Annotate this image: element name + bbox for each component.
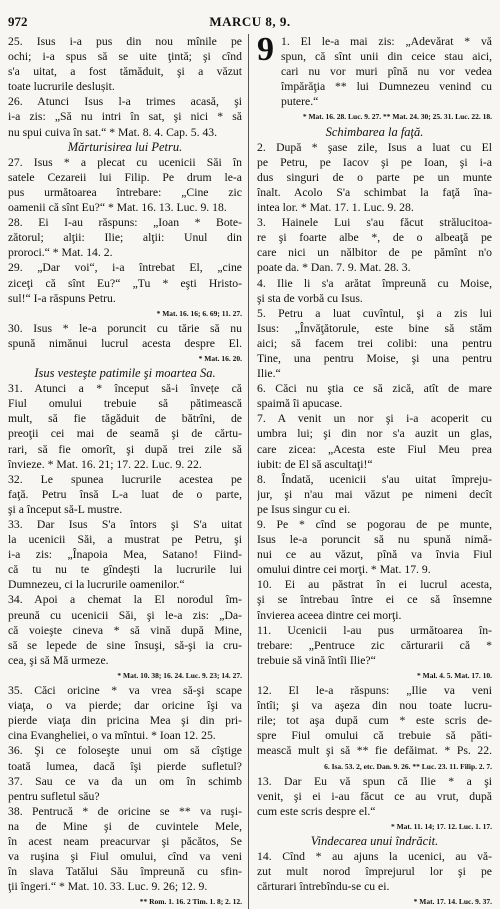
text-line: cina Evangheliei, o va mîntui. * Ioan 12. 25. — [8, 729, 216, 743]
text-line: 8. Îndată, ucenicii s'au uitat împreju- — [257, 472, 492, 486]
text-line: spun, că sînt unii din ceice stau aici, — [281, 50, 492, 64]
text-line: dus singuri de o parte pe un munte — [257, 170, 492, 184]
text-line: 33. Dar Isus S'a întors şi S'a uitat — [8, 518, 242, 531]
text-line: 28. Ei I-au răspuns: „Ioan * Bote- — [8, 216, 242, 230]
text-line: cărturari întrebîndu-se cu ei. — [257, 880, 390, 894]
text-line: Isus: „Învăţătorule, este bine să stăm — [257, 321, 492, 335]
text-line: 25. Isus i-a pus din nou mînile pe — [8, 35, 242, 48]
text-line: Dumnezeu, ci la lucrurile oamenilor.“ — [8, 578, 185, 592]
text-line: 2. După * şase zile, Isus a luat cu El — [257, 140, 492, 154]
text-line: Fiul omului trebuie să pătimească — [8, 397, 242, 411]
text-line: înalt. Acolo S'a schimbat la faţă îna- — [257, 185, 492, 199]
text-line: sul!“ I-a răspuns Petru. — [8, 291, 116, 305]
left-column — [8, 34, 249, 909]
text-line: şi se întrebau între ei ce să însemne — [257, 593, 492, 607]
section-heading: Vindecarea unui îndrăcit. — [310, 833, 439, 848]
text-line: satele Cezareii lui Filip. Pe drum le-a — [8, 170, 242, 184]
text-line: 34. Apoi a chemat la El norodul îm- — [8, 593, 242, 607]
text-line: omului dintre cei morţi. * Mat. 17. 9. — [257, 563, 431, 577]
text-line: toată lumea, dacă îşi pierde sufletul? — [8, 759, 242, 773]
text-line: 31. Atunci a * început să-i învețe că — [8, 382, 242, 396]
text-line: la ucenicii Săi, a mustrat pe Petru, şi — [8, 533, 242, 547]
text-line: pe Petru, pe Iacov şi pe Ioan, şi i-a — [257, 155, 492, 169]
text-line: va ruşina şi Fiul omului, cînd va veni — [8, 850, 242, 864]
text-line: 12. El le-a răspuns: „Ilie va veni — [257, 684, 492, 698]
section-heading: Mărturisirea lui Petru. — [67, 139, 183, 154]
text-line: 1. El le-a mai zis: „Adevărat * vă — [281, 35, 492, 48]
text-line: 3. Hainele Lui s'au făcut strălucitoa- — [257, 216, 492, 230]
text-line: 6. Căci nu ştia ce să zică, atît de mare — [257, 382, 492, 396]
text-line: zătorul; alţii: Ilie; alţii: Unul din — [8, 231, 242, 245]
text-line: cum este scris despre el.“ — [257, 804, 376, 818]
text-line: 29. „Dar voi“, i-a întrebat El, „cine — [8, 261, 242, 275]
text-line: nu spui cuiva în sat.“ * Mat. 8. 4. Cap. 5. 43. — [8, 125, 218, 139]
text-line: care zicea: „Acesta este Fiul Meu prea — [257, 442, 492, 456]
text-line: 35. Căci oricine * va vrea să-şi scape — [8, 684, 242, 698]
text-line: pus următoarea întrebare: „Cine zic — [8, 185, 242, 199]
text-line: rile; tot aşa după cum * este scris de- — [257, 714, 492, 728]
cross-reference: * Mat. 16. 16; 6. 69; 11. 27. — [156, 308, 242, 318]
two-column-text — [8, 34, 492, 909]
text-line: s'a uitat, a fost tămăduit, şi a văzut — [8, 65, 242, 79]
chapter-number: 9 — [257, 34, 274, 68]
text-line: pentru sufletul său? — [8, 789, 100, 803]
cross-reference: 6. Isa. 53. 2, etc. Dan. 9. 26. ** Luc. 23. 11. Filip. 2. 7. — [324, 761, 492, 771]
text-line: ţii îngeri.“ * Mat. 10. 33. Luc. 9. 26; 12. 9. — [8, 880, 208, 894]
cross-reference: * Mat. 17. 14. Luc. 9. 37. — [413, 897, 492, 907]
text-line: că tu nu te gîndeşti la lucrurile lui — [8, 563, 242, 577]
text-line: întîi; şi va aşeza din nou toate lucru- — [257, 699, 492, 713]
text-line: 36. Şi ce foloseşte unui om să cîştige — [8, 744, 242, 758]
text-line: toate lucrurile deslușit. — [8, 80, 115, 94]
section-heading: Schimbarea la faţă. — [325, 124, 424, 139]
text-line: cea, şi să Mă urmeze. — [8, 653, 109, 667]
text-line: 9. Pe * cînd se pogorau de pe munte, — [257, 518, 492, 531]
right-column-body — [257, 109, 492, 909]
text-line: venit, şi ei i-au făcut ce au vrut, după — [257, 789, 492, 803]
text-line: 11. Ucenicii l-au pus următoarea în- — [257, 623, 492, 637]
text-line: 10. Ei au păstrat în ei lucrul acesta, — [257, 578, 492, 592]
text-line: şi sta de vorbă cu Isus. — [257, 291, 363, 305]
text-line: poate da. * Dan. 7. 9. Mat. 28. 3. — [257, 261, 411, 275]
page-header — [8, 14, 492, 30]
section-heading: Isus vesteşte patimile şi moartea Sa. — [34, 366, 216, 381]
text-line: spre Fiul omului că trebuie să păti- — [257, 729, 492, 743]
chapter-start — [257, 34, 492, 109]
cross-reference: * Mat. 16. 28. Luc. 9. 27. ** Mat. 24. 30; 25. 31. Luc. 22. 18. — [302, 112, 492, 122]
text-line: învieze. * Mat. 16. 21; 17. 22. Luc. 9. 22. — [8, 457, 202, 471]
text-line: i-a zis: „Să nu intri în sat, şi nici * să — [8, 110, 242, 124]
chapter-opening-verse — [281, 34, 492, 109]
text-line: împărăţia ** lui Dumnezeu venind cu — [281, 80, 492, 94]
text-line: spaimă îi apucase. — [257, 397, 343, 411]
text-line: trebuie să vină întîi Ilie?“ — [257, 653, 376, 667]
cross-reference: * Mat. 11. 14; 17. 12. Luc. 1. 17. — [390, 821, 492, 831]
text-line: 13. Dar Eu vă spun că Ilie * a şi — [257, 774, 492, 788]
text-line: 30. Isus * le-a poruncit cu tărie să nu — [8, 321, 242, 335]
text-line: re şi foarte albe *, de o albeaţă pe — [257, 231, 492, 245]
text-line: faţă. Petru însă L-a luat de o parte, — [8, 487, 242, 501]
text-line: ochi; i-a spus să se uite ţintă; şi cînd — [8, 50, 242, 64]
text-line: umbra lui; şi din nor s'a auzit un glas, — [257, 427, 492, 441]
text-line: cari nu vor muri pînă nu vor vedea — [281, 65, 492, 79]
text-line: putere.“ — [281, 95, 319, 109]
text-line: 32. Le spunea lucrurile acestea pe — [8, 472, 242, 486]
text-line: Isus le-a poruncit să nu spună nimă- — [257, 533, 492, 547]
text-line: în slava Tatălui Său împreună cu sfin- — [8, 865, 242, 879]
text-line: pe Isus singur cu ei. — [257, 502, 351, 516]
text-line: mult, să fie tăgăduit de bătrîni, de — [8, 412, 242, 426]
text-line: în acest neam preacurvar şi păcătos, Se — [8, 834, 242, 848]
text-line: trebare: „Pentruce zic cărturarii că * — [257, 638, 492, 652]
text-line: jur, şi n'au mai văzut pe nimeni decît — [257, 487, 492, 501]
text-line: 4. Ilie li s'a arătat împreună cu Moise, — [257, 276, 492, 290]
text-line: aici; să facem trei colibi: una pentru — [257, 336, 492, 350]
text-line: preoţii cei mai de seamă şi de cărtu- — [8, 427, 242, 441]
text-line: că voieşte cineva * să vină după Mine, — [8, 623, 242, 637]
running-head: MARCU 8, 9. — [209, 14, 291, 29]
cross-reference: * Mat. 10. 38; 16. 24. Luc. 9. 23; 14. 27. — [117, 670, 242, 680]
text-line: să se lepede de sine însuşi, să-şi ia cru- — [8, 638, 242, 652]
text-line: 5. Petru a luat cuvîntul, şi a zis lui — [257, 306, 492, 320]
text-line: mească mult şi să ** fie defăimat. * Ps. 22. — [257, 744, 492, 758]
text-line: rari, să fie omorît, şi după trei zile să — [8, 442, 242, 456]
text-line: spună nimănui lucrul acesta despre El. — [8, 336, 242, 350]
text-line: na de Mine şi de cuvintele Mele, — [8, 819, 242, 833]
text-line: viaţa, o va pierde; dar oricine îşi va — [8, 699, 242, 713]
text-line: pierde viaţa din pricina Mea şi din pri- — [8, 714, 242, 728]
cross-reference: * Mal. 4. 5. Mat. 17. 10. — [417, 670, 492, 680]
cross-reference: * Mat. 16. 20. — [198, 353, 242, 363]
text-line: zut mult norod împrejurul lor şi pe — [257, 865, 492, 879]
text-line: 7. A venit un nor şi i-a acoperit cu — [257, 412, 492, 426]
text-line: 37. Sau ce va da un om în schimb — [8, 774, 242, 788]
text-line: ziceţi că sînt Eu?“ „Tu * eşti Hristo- — [8, 276, 242, 290]
text-line: 38. Pentrucă * de oricine se ** va ruşi- — [8, 804, 242, 818]
right-column — [257, 34, 492, 909]
text-line: 27. Isus * a plecat cu ucenicii Săi în — [8, 155, 242, 169]
text-line: iubit: de El să ascultaţi!“ — [257, 457, 373, 471]
text-line: oamenii că sînt Eu?“ * Mat. 16. 13. Luc. 9. 18. — [8, 201, 227, 215]
text-line: 26. Atunci Isus l-a trimes acasă, şi — [8, 95, 242, 109]
text-line: intea lor. * Mat. 17. 1. Luc. 9. 28. — [257, 201, 414, 215]
text-line: învierea aceea dintre cei morţi. — [257, 608, 402, 622]
text-line: i-a zis: „Înapoia Mea, Satano! Fiind- — [8, 548, 242, 562]
text-line: preună cu ucenicii Săi, şi le-a zis: „Da- — [8, 608, 242, 622]
text-line: şi a început să-L mustre. — [8, 502, 123, 516]
text-line: care nici un nălbitor de pe pămînt n'o — [257, 246, 492, 260]
text-line: proroci.“ * Mat. 14. 2. — [8, 246, 113, 260]
page-number: 972 — [8, 14, 28, 29]
cross-reference: ** Rom. 1. 16. 2 Tim. 1. 8; 2. 12. — [139, 897, 242, 907]
text-line: 14. Cînd * au ajuns la ucenici, au vă- — [257, 850, 492, 864]
text-line: Ilie.“ — [257, 367, 281, 381]
text-line: Tine, una pentru Moise, şi una pentru — [257, 351, 492, 365]
text-line: nui ce au văzut, pînă va învia Fiul — [257, 548, 492, 562]
